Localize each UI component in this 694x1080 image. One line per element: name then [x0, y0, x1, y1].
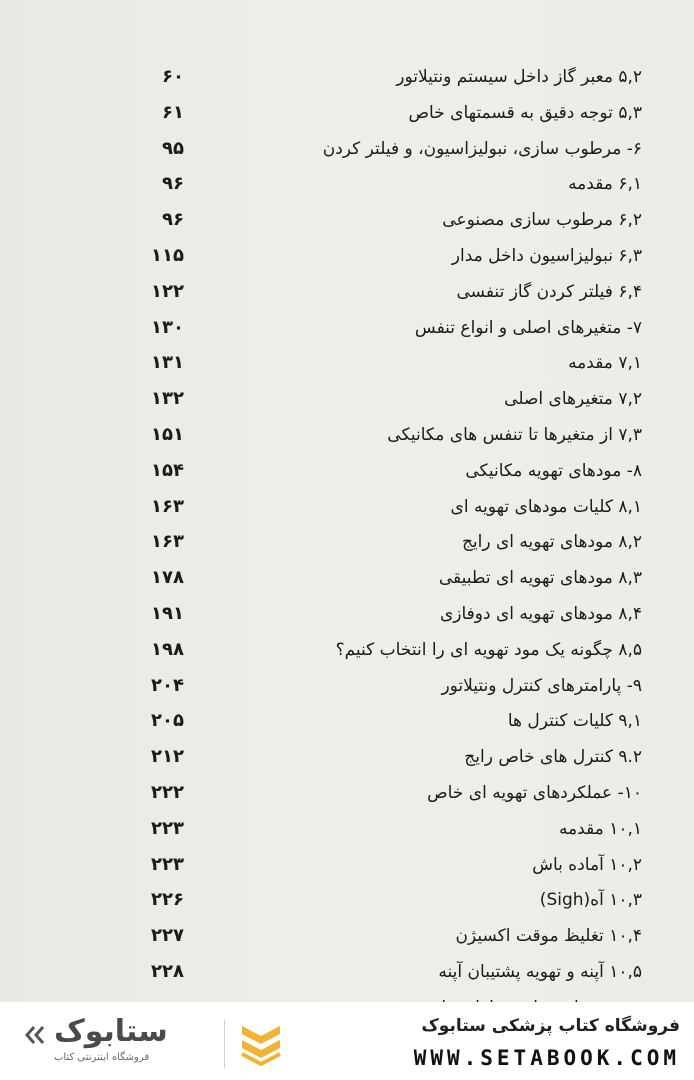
toc-entry: [0, 525, 694, 559]
toc-entry-page-number: ۶۱: [162, 101, 184, 123]
toc-entry-page-number: ۱۷۸: [151, 567, 184, 589]
toc-entry-title: ۷- متغیرهای اصلی و انواع تنفس: [414, 317, 642, 338]
toc-entry-title: ۱۰- عملکردهای تهویه ای خاص: [427, 783, 642, 803]
toc-entry: [0, 418, 694, 452]
toc-entry-page-number: ۱۳۱: [151, 352, 184, 374]
toc-entry: [0, 883, 694, 917]
toc-entry-page-number: ۲۲۸: [151, 961, 184, 982]
toc-entry-title: ۱۰,۳ آه(Sigh): [539, 890, 642, 911]
toc-entry-title: ۱۰,۱ مقدمه: [558, 818, 642, 839]
toc-entry: [0, 167, 694, 201]
store-url-link[interactable]: WWW.SETABOOK.COM: [413, 1046, 680, 1070]
toc-entry: [0, 597, 694, 631]
toc-entry-title: ۸,۳ مودهای تهویه ای تطبیقی: [438, 568, 642, 589]
toc-entry: [0, 740, 694, 774]
toc-entry: [0, 239, 694, 273]
toc-entry-title: ۹- پارامترهای کنترل ونتیلاتور: [441, 675, 642, 696]
store-footer: [0, 1002, 694, 1080]
toc-entry-title: ۶,۴ فیلتر کردن گاز تنفسی: [456, 281, 642, 302]
toc-entry-page-number: ۱۳۲: [151, 388, 184, 410]
toc-entry: [0, 848, 694, 882]
toc-entry-title: ۷,۲ متغیرهای اصلی: [504, 389, 642, 410]
toc-entry: [0, 346, 694, 380]
toc-entry: [0, 490, 694, 524]
toc-entry-title: ۹,۱ کلیات کنترل ها: [507, 711, 642, 732]
toc-entry-page-number: ۹۵: [162, 137, 184, 159]
toc-entry-title: ۸,۵ چگونه یک مود تهویه ای را انتخاب کنیم؟: [335, 639, 642, 660]
toc-entry-page-number: ۱۵۱: [151, 424, 184, 445]
double-chevron-icon: [24, 1024, 46, 1046]
toc-entry-title: ۶,۳ نبولیزاسیون داخل مدار: [451, 246, 642, 266]
toc-entry-page-number: ۲۰۵: [151, 710, 184, 732]
toc-entry: [0, 812, 694, 846]
toc-entry: [0, 203, 694, 237]
toc-entry-title: ۱۰,۲ آماده باش: [532, 854, 642, 875]
toc-entry-page-number: ۲۱۲: [151, 746, 184, 768]
toc-entry-page-number: ۹۶: [162, 209, 184, 231]
toc-entry: [0, 669, 694, 703]
toc-entry: [0, 454, 694, 488]
toc-entry-page-number: ۹۶: [162, 173, 184, 195]
toc-entry: [0, 633, 694, 667]
toc-entry-page-number: ۱۳۰: [151, 316, 184, 338]
toc-entry: [0, 919, 694, 953]
toc-entry-page-number: ۲۲۷: [151, 925, 184, 947]
toc-entry-page-number: ۱۹۱: [151, 603, 184, 624]
toc-entry: [0, 96, 694, 130]
toc-entry-title: ۶,۲ مرطوب سازی مصنوعی: [442, 210, 642, 231]
toc-entry-title: ۱۰,۴ تغلیظ موقت اکسیژن: [455, 926, 642, 947]
book-logo-icon: [238, 1018, 284, 1068]
toc-entry: [0, 60, 694, 94]
toc-entry-page-number: ۲۲۶: [151, 889, 184, 911]
toc-entry: [0, 311, 694, 345]
toc-entry-page-number: ۶۰: [162, 66, 184, 87]
toc-entry-title: ۷,۳ از متغیرها تا تنفس های مکانیکی: [387, 425, 642, 445]
toc-entry-page-number: ۱۵۴: [151, 459, 184, 481]
toc-entry-title: ۱۰,۵ آپنه و تهویه پشتیبان آپنه: [438, 962, 642, 982]
toc-entry-title: ۹.۲ کنترل های خاص رایج: [464, 747, 642, 768]
store-name: فروشگاه کتاب پزشکی ستابوک: [421, 1016, 680, 1036]
logo-wordmark: ستابوک: [54, 1014, 168, 1049]
toc-entry-page-number: ۱۹۸: [151, 638, 184, 660]
toc-entry: [0, 132, 694, 166]
toc-entry-title: ۶- مرطوب سازی، نبولیزاسیون، و فیلتر کردن: [322, 138, 642, 159]
toc-entry-page-number: ۱۶۳: [151, 531, 184, 553]
toc-entry-title: ۸,۴ مودهای تهویه ای دوفازی: [439, 604, 642, 624]
toc-entry-page-number: ۱۶۳: [151, 495, 184, 517]
toc-entry: [0, 955, 694, 989]
toc-entry-page-number: ۱۱۵: [151, 245, 184, 266]
toc-entry-title: ۸,۱ کلیات مودهای تهویه ای: [450, 496, 642, 517]
toc-entry: [0, 382, 694, 416]
toc-entry: [0, 776, 694, 810]
toc-entry: [0, 704, 694, 738]
toc-entry-title: ۷,۱ مقدمه: [568, 353, 642, 374]
toc-entry-page-number: ۲۲۲: [151, 782, 184, 803]
store-logo[interactable]: [24, 1014, 284, 1070]
toc-entry: [0, 561, 694, 595]
toc-entry-title: ۸,۲ مودهای تهویه ای رایج: [461, 532, 642, 553]
toc-entry: [0, 275, 694, 309]
toc-entry-page-number: ۲۲۳: [151, 853, 184, 875]
logo-subtitle: فروشگاه اینترنتی کتاب: [54, 1052, 150, 1063]
toc-entry-page-number: ۲۲۳: [151, 817, 184, 839]
toc-entry-title: ۶,۱ مقدمه: [568, 174, 642, 195]
toc-entry-title: ۸- مودهای تهویه مکانیکی: [465, 460, 642, 481]
toc-entry-title: ۵,۳ توجه دقیق به قسمتهای خاص: [408, 102, 642, 123]
logo-divider: [224, 1020, 225, 1068]
toc-entry-page-number: ۲۰۴: [151, 674, 184, 696]
toc-entry-title: ۵,۲ معبر گاز داخل سیستم ونتیلاتور: [396, 67, 642, 87]
toc-entry-page-number: ۱۲۲: [151, 280, 184, 302]
